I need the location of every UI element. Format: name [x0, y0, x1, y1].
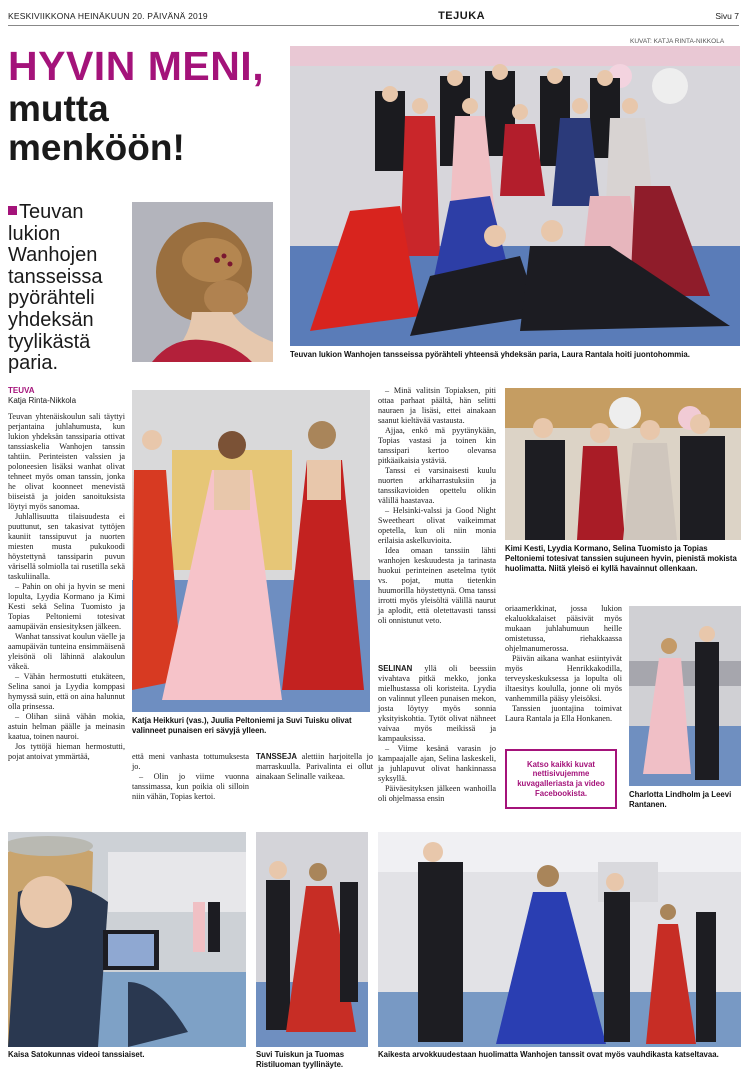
paragraph: – Vähän hermostutti etukäteen, Selina sanoi ja Lyydia komppasi hymyssä suin, että on aina halunnut olla prinsessa. [8, 672, 125, 711]
article-column-3-top [378, 386, 496, 626]
article-column-3 [256, 752, 373, 782]
paragraph: Teuvan yhtenäiskoulun sali täyttyi perjantaina juhlahumusta, kun lukion yhdeksän tanssiparia ottivat tanssiaskelia Wanhojen tanssin tahtiin. Perinteisten valssien ja poloneesien lisäksi wanhat olivat tehneet myös oman tanssin, jonka he olivat koonneet menevistä biiseistä ja joiden sanoituksista löytyi myös sanomaa. [8, 412, 125, 511]
headline [8, 43, 283, 168]
caption-group: Kimi Kesti, Lyydia Kormano, Selina Tuomisto ja Topias Peltoniemi totesivat tanssien sujuneen hyvin, pienistä mokista huolimatta. Niitä yleisö ei kyllä havainnut ollenkaan. [505, 544, 737, 574]
dresses-photo [132, 390, 370, 712]
video-photo [8, 832, 246, 1047]
page-number: Sivu 7 [715, 11, 739, 21]
header-rule [8, 25, 739, 26]
paragraph [378, 664, 496, 744]
caption-dresses: Katja Heikkuri (vas.), Juulia Peltoniemi ja Suvi Tuisku olivat valinneet punaisen eri sävyjä ylleen. [132, 716, 352, 736]
article-column-5 [505, 604, 622, 724]
caption-red-dress: Suvi Tuiskun ja Tuomas Ristiluoman tyyllinäyte. [256, 1050, 345, 1070]
paragraph: – Minä valitsin Topiaksen, piti ottaa parhaat päältä, hän selitti nauraen ja lisäsi, ettei ainakaan saanut kieltävää vastausta. [378, 386, 496, 425]
paragraph: – Helsinki-valssi ja Good Night Sweetheart olivat vaikeimmat opetella, kun oli niin monia erilaisia askelkuvioita. [378, 506, 496, 545]
lead-in-text: yllä oli beessiin vivahtava pitkä mekko, jonka mielhustassa oli koristeita. Lyydia on valinnut ylleen punaisen mekon, josta löytyy myös sonnia yksityiskohtia. Tytöt olivat nähneet vaivaa myös meikissä ja kampauksissa. [378, 664, 496, 743]
paragraph: Juhlallisuutta tilaisuudesta ei puuttunut, sen takasivat tyttöjen kauniit tanssipuvut ja nuorten miesten musta pukukoodi höystettynä tanssiparin puvun värisellä solmiolla tai rusetilla sekä taskuliinalla. [8, 512, 125, 581]
photo-credit: KUVAT: KATJA RINTA-NIKKOLA [630, 38, 725, 45]
article-column-2 [132, 752, 249, 802]
caption-couple: Charlotta Lindholm ja Leevi Rantanen. [629, 790, 732, 810]
promo-text: Katso kaikki kuvat nettisivujemme kuvagalleriasta ja video Facebookista. [517, 759, 605, 798]
group-photo [505, 388, 741, 540]
caption-main: Teuvan lukion Wanhojen tansseissa pyörähteli yhteensä yhdeksän paria, Laura Rantala hoiti juontohommia. [290, 350, 690, 359]
paragraph: että meni vanhasta tottumuksesta jo. [132, 752, 249, 771]
couple-photo [629, 606, 741, 786]
lead-in: SELINAN [378, 664, 413, 673]
main-group-photo [290, 46, 740, 346]
headline-line2: mutta menköön! [8, 88, 185, 168]
paragraph: – Viime kesänä varasin jo kampaajalle ajan, Selina laskeskeli, ja juhlapuvut olivat hankinnassa syksyllä. [378, 744, 496, 783]
paragraph: – Olin jo viime vuonna tanssimassa, kun poikia oli silloin niin vähän, Topias kertoi. [132, 772, 249, 801]
deck-text: Teuvan lukion Wanhojen tansseissa pyörähteli yhdeksän tyylikästä paria. [8, 201, 103, 375]
dancing-photo [378, 832, 741, 1047]
lead-in-text: alettiin harjoitella jo marraskuulla. Parivalinta ei ollut ainakaan Selinalle vaikeaa. [256, 752, 373, 781]
paragraph: Päivän aikana wanhat esiintyivät myös Henrikkakodilla, terveyskeskuksessa ja lopulta oli iltaesitys koululla, jonne oli myös vanhemmilla pääsy yleisöksi. [505, 654, 622, 703]
page-header [8, 8, 739, 24]
article-column-4 [378, 664, 496, 804]
red-dress-photo [256, 832, 368, 1047]
paragraph: Ajjaa, enkö mä pyytänykään, Topias vastasi ja toinen kin tanssipari kertoo olevansa pitkäaikaisia ystäviä. [378, 426, 496, 465]
caption-video: Kaisa Satokunnas videoi tanssiaiset. [8, 1050, 145, 1059]
byline [8, 386, 76, 405]
paragraph: Wanhat tanssivat koulun väelle ja aamupäivän tunteina ensimmäisenä yleisönä oli lähinnä alakoulun väkeä. [8, 632, 125, 671]
publication-date: KESKIVIIKKONA HEINÄKUUN 20. PÄIVÄNÄ 2019 [8, 11, 208, 21]
headline-line1: HYVIN MENI, [8, 43, 265, 89]
paragraph [256, 752, 373, 782]
paragraph: Tanssien juontajina toimivat Laura Rantala ja Ella Honkanen. [505, 704, 622, 723]
deck-marker [8, 206, 17, 215]
gallery-promo-box[interactable] [505, 749, 617, 809]
paragraph: Tanssi ei varsinaisesti kuulu nuorten arkiharrastuksiin ja tanssikavioiden opettelu olikin välillä haastavaa. [378, 466, 496, 505]
caption-dancing: Kaikesta arvokkuudestaan huolimatta Wanhojen tanssit ovat myös vauhdikasta katseltavaa. [378, 1050, 719, 1059]
brand-title: TEJUKA [438, 10, 486, 22]
lead-in: TANSSEJA [256, 752, 298, 761]
paragraph: Päiväesityksen jälkeen wanhoilla oli ohjelmassa ensin [378, 784, 496, 803]
paragraph: Idea omaan tanssiin lähti wanhojen keskuudesta ja tarinasta huokui perinteinen asetelma tytöt vs. pojat, mutta tietenkin huumorilla höystettynä. Oma tanssi irrotti myös yleisöltä välillä naurut ja aplodit, että oletettavasti tanssi oli onnistunut veto. [378, 546, 496, 625]
paragraph: – Olihan siinä vähän mokia, astuin helman päälle ja meinasin kaatua, toinen nauroi. [8, 712, 125, 741]
paragraph: oriaamerkkinat, jossa lukion ekaluokkalaiset pääsivät myös mukaan juhlahumuun heille omistetussa, riehakkaassa ohjelmanumerossa. [505, 604, 622, 653]
paragraph: Jos tyttöjä hieman hermostutti, pojat antoivat ymmärtää, [8, 742, 125, 761]
deck [8, 202, 126, 375]
byline-author: Katja Rinta-Nikkola [8, 395, 77, 405]
hair-photo [132, 202, 273, 362]
paragraph: – Pahin on ohi ja hyvin se meni lopulta, Lyydia Kormano ja Kimi Kesti sekä Selina Tuomisto ja Topias Peltoniemi totesivat aamupäivän ensiesityksen jälkeen. [8, 582, 125, 631]
byline-place: TEUVA [8, 386, 35, 395]
article-column-1 [8, 412, 125, 762]
